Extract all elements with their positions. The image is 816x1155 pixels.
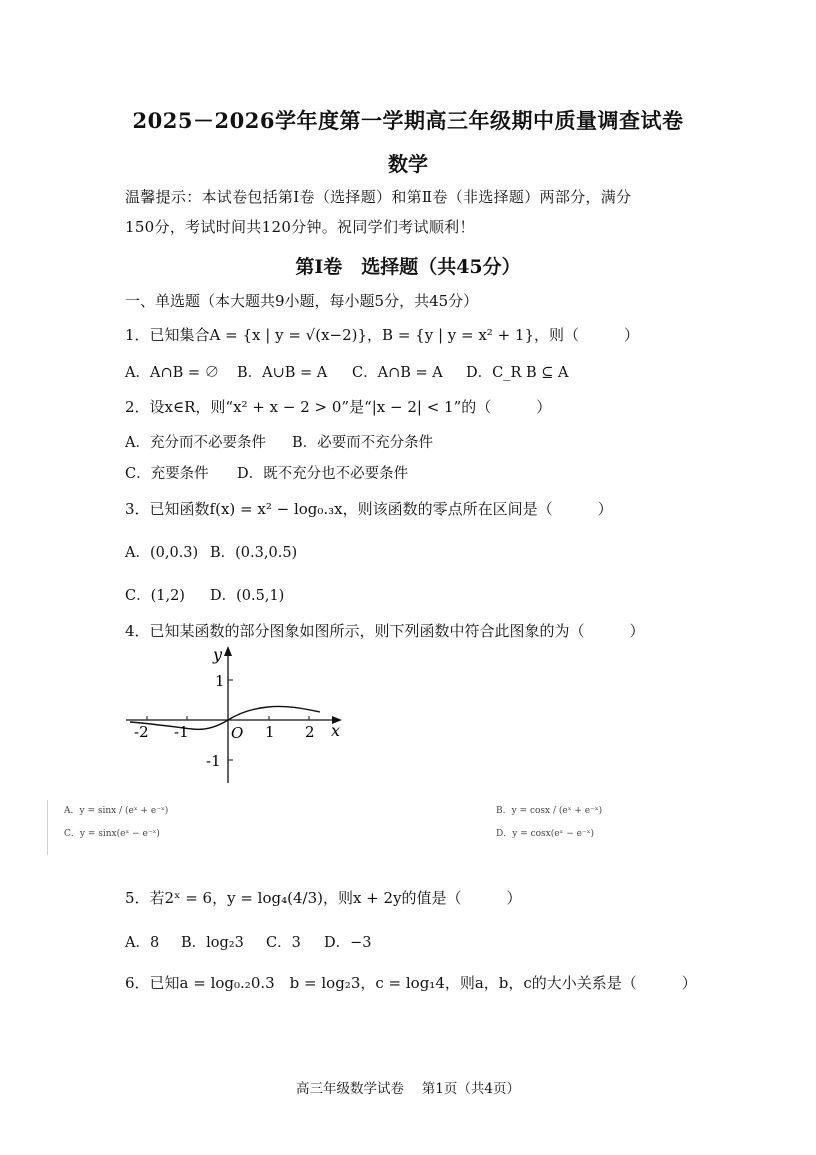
q2-option-b: B．必要而不充分条件 bbox=[292, 435, 434, 451]
origin-label: O bbox=[231, 724, 244, 742]
q4-option-d: D．y = cosx(eˣ − e⁻ˣ) bbox=[496, 829, 595, 839]
q3-option-d: D．(0.5,1) bbox=[210, 588, 285, 604]
q4-option-c: C．y = sinx(eˣ − e⁻ˣ) bbox=[64, 829, 160, 839]
x-tick-label-neg1: -1 bbox=[174, 723, 189, 741]
q2-stem: 2．设x∈R，则“x² + x − 2 > 0”是“|x − 2| < 1”的（ ） bbox=[125, 398, 552, 416]
q4-option-b: B．y = cosx / (eˣ + e⁻ˣ) bbox=[496, 806, 603, 816]
q3-option-a: A．(0,0.3) bbox=[125, 545, 199, 561]
q5-stem: 5．若2ˣ = 6，y = log₄(4/3)，则x + 2y的值是（ ） bbox=[125, 889, 522, 907]
q2-option-c: C．充要条件 bbox=[125, 466, 209, 482]
q5-option-c: C．3 bbox=[266, 935, 301, 951]
q1-option-a: A．A∩B = ∅ bbox=[125, 365, 220, 381]
part-one-heading: 一、单选题（本大题共9小题，每小题5分，共45分） bbox=[125, 292, 479, 310]
q4-function-graph bbox=[120, 643, 350, 788]
q2-option-a: A．充分而不必要条件 bbox=[125, 435, 266, 451]
q1-option-c: C．A∩B = A bbox=[352, 365, 443, 381]
q1-option-d: D．C_R B ⊆ A bbox=[466, 365, 569, 381]
q5-option-d: D．−3 bbox=[324, 935, 372, 951]
q5-option-b: B．log₂3 bbox=[181, 935, 244, 951]
page-footer: 高三年级数学试卷 第1页（共4页） bbox=[296, 1081, 520, 1097]
x-axis-label: x bbox=[331, 721, 341, 740]
q3-stem: 3．已知函数f(x) = x² − log₀.₃x，则该函数的零点所在区间是（ ） bbox=[125, 500, 613, 518]
q3-option-b: B．(0.3,0.5) bbox=[210, 545, 298, 561]
x-tick-label-2: 2 bbox=[305, 723, 315, 741]
scan-edge-line bbox=[47, 800, 48, 855]
x-tick-label-1: 1 bbox=[265, 723, 275, 741]
q6-stem: 6．已知a = log₀.₂0.3 b = log₂3，c = log₁4，则a，b，c的大小关系是（ ） bbox=[125, 974, 697, 992]
y-axis-label: y bbox=[213, 645, 223, 664]
q2-option-d: D．既不充分也不必要条件 bbox=[237, 466, 409, 482]
section-title: 第Ⅰ卷 选择题（共45分） bbox=[295, 256, 521, 278]
function-curve bbox=[130, 706, 320, 729]
q1-option-b: B．A∪B = A bbox=[237, 365, 328, 381]
y-tick-label-neg1: -1 bbox=[206, 752, 221, 770]
q4-option-a: A．y = sinx / (eˣ + e⁻ˣ) bbox=[64, 806, 169, 816]
q3-option-c: C．(1,2) bbox=[125, 588, 185, 604]
tip-line-1: 温馨提示：本试卷包括第Ⅰ卷（选择题）和第Ⅱ卷（非选择题）两部分，满分 bbox=[125, 188, 632, 206]
x-tick-label-neg2: -2 bbox=[134, 723, 149, 741]
page-title: 2025－2026学年度第一学期高三年级期中质量调查试卷 bbox=[132, 108, 684, 133]
y-axis-arrow bbox=[224, 646, 232, 656]
subject-title: 数学 bbox=[388, 152, 428, 176]
tip-line-2: 150分，考试时间共120分钟。祝同学们考试顺利！ bbox=[125, 218, 475, 236]
q5-option-a: A．8 bbox=[125, 935, 160, 951]
q1-stem: 1．已知集合A = {x | y = √(x−2)}，B = {y | y = x² + 1}，则（ ） bbox=[125, 326, 640, 344]
y-tick-label-1: 1 bbox=[215, 672, 225, 690]
q4-stem: 4．已知某函数的部分图象如图所示，则下列函数中符合此图象的为（ ） bbox=[125, 622, 645, 640]
